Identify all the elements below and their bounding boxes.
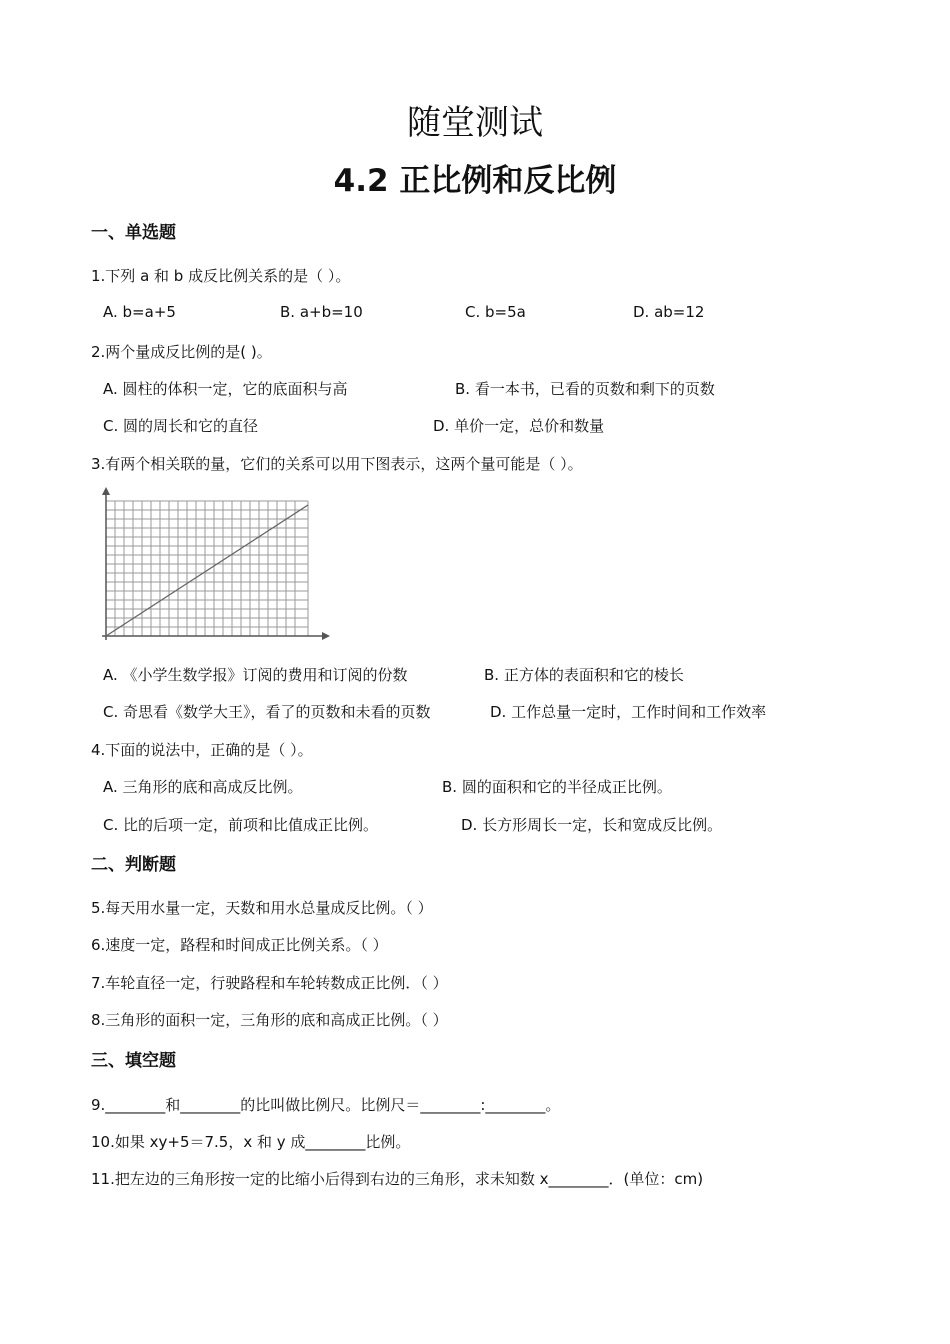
q4-option-b: B. 圆的面积和它的半径成正比例。 — [442, 778, 672, 796]
question-3: 3.有两个相关联的量，它们的关系可以用下图表示，这两个量可能是（ ）。 — [91, 455, 583, 473]
q1-option-b: B. a+b=10 — [280, 303, 363, 321]
section-heading-fill-blank: 三、填空题 — [91, 1051, 176, 1071]
question-10: 10.如果 xy+5＝7.5，x 和 y 成________比例。 — [91, 1133, 411, 1151]
section-heading-single-choice: 一、单选题 — [91, 223, 176, 243]
q1-option-c: C. b=5a — [465, 303, 526, 321]
question-4: 4.下面的说法中，正确的是（ ）。 — [91, 741, 313, 759]
proportion-graph — [96, 485, 336, 645]
q4-option-d: D. 长方形周长一定，长和宽成反比例。 — [461, 816, 723, 834]
q1-option-a: A. b=a+5 — [103, 303, 176, 321]
q2-option-d: D. 单价一定，总价和数量 — [433, 417, 605, 435]
question-11: 11.把左边的三角形按一定的比缩小后得到右边的三角形，求未知数 x________．(单位：cm) — [91, 1170, 704, 1188]
q4-option-a: A. 三角形的底和高成反比例。 — [103, 778, 303, 796]
question-2: 2.两个量成反比例的是( )。 — [91, 343, 272, 361]
question-8: 8.三角形的面积一定，三角形的底和高成正比例。（ ） — [91, 1011, 448, 1029]
question-6: 6.速度一定，路程和时间成正比例关系。（ ） — [91, 936, 388, 954]
question-5: 5.每天用水量一定，天数和用水总量成反比例。（ ） — [91, 899, 433, 917]
q2-option-a: A. 圆柱的体积一定，它的底面积与高 — [103, 380, 348, 398]
q1-option-d: D. ab=12 — [633, 303, 705, 321]
question-1: 1.下列 a 和 b 成反比例关系的是（ ）。 — [91, 267, 351, 285]
q3-option-a: A. 《小学生数学报》订阅的费用和订阅的份数 — [103, 666, 408, 684]
graph-y-arrow — [102, 487, 110, 495]
question-7: 7.车轮直径一定，行驶路程和车轮转数成正比例．（ ） — [91, 974, 448, 992]
q2-option-c: C. 圆的周长和它的直径 — [103, 417, 259, 435]
q2-option-b: B. 看一本书，已看的页数和剩下的页数 — [455, 380, 715, 398]
section-heading-true-false: 二、判断题 — [91, 855, 176, 875]
q3-option-d: D. 工作总量一定时，工作时间和工作效率 — [490, 703, 767, 721]
q4-option-c: C. 比的后项一定，前项和比值成正比例。 — [103, 816, 379, 834]
page-title: 随堂测试 — [407, 103, 543, 143]
graph-line — [106, 505, 308, 636]
q3-option-c: C. 奇思看《数学大王》，看了的页数和未看的页数 — [103, 703, 431, 721]
q3-option-b: B. 正方体的表面积和它的棱长 — [484, 666, 684, 684]
page-subtitle: 4.2 正比例和反比例 — [333, 163, 617, 199]
graph-x-arrow — [322, 632, 330, 640]
question-9: 9.________和________的比叫做比例尺。比例尺＝________:________。 — [91, 1096, 561, 1114]
